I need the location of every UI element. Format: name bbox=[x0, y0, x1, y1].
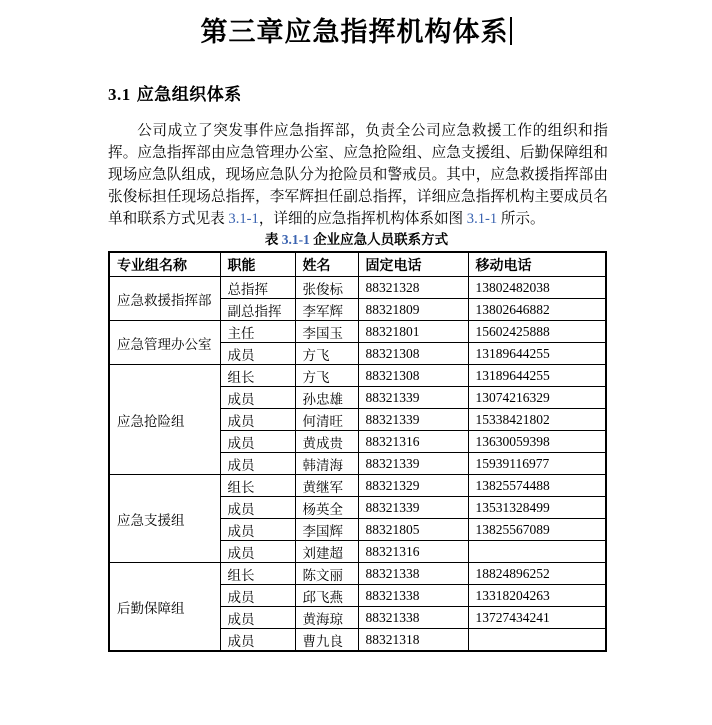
role-cell: 主任 bbox=[220, 321, 295, 343]
role-cell: 成员 bbox=[220, 519, 295, 541]
fixed-phone-cell: 88321338 bbox=[358, 607, 468, 629]
role-cell: 成员 bbox=[220, 343, 295, 365]
mobile-phone-cell bbox=[468, 629, 606, 652]
role-cell: 成员 bbox=[220, 497, 295, 519]
fixed-phone-cell: 88321339 bbox=[358, 497, 468, 519]
caption-cross-reference[interactable]: 3.1-1 bbox=[281, 232, 310, 247]
name-cell: 黄继军 bbox=[295, 475, 358, 497]
mobile-phone-cell: 13802482038 bbox=[468, 277, 606, 299]
mobile-phone-cell: 18824896252 bbox=[468, 563, 606, 585]
mobile-phone-cell: 13630059398 bbox=[468, 431, 606, 453]
column-header: 固定电话 bbox=[358, 252, 468, 277]
fixed-phone-cell: 88321805 bbox=[358, 519, 468, 541]
name-cell: 张俊标 bbox=[295, 277, 358, 299]
table-row bbox=[109, 475, 606, 497]
chapter-title-text: 第三章应急指挥机构体系 bbox=[200, 17, 509, 47]
role-cell: 组长 bbox=[220, 563, 295, 585]
table-row bbox=[109, 563, 606, 585]
mobile-phone-cell bbox=[468, 541, 606, 563]
role-cell: 成员 bbox=[220, 453, 295, 475]
mobile-phone-cell: 13727434241 bbox=[468, 607, 606, 629]
name-cell: 何清旺 bbox=[295, 409, 358, 431]
name-cell: 李国玉 bbox=[295, 321, 358, 343]
group-name-cell: 应急管理办公室 bbox=[109, 321, 220, 365]
mobile-phone-cell: 13825574488 bbox=[468, 475, 606, 497]
role-cell: 组长 bbox=[220, 365, 295, 387]
role-cell: 成员 bbox=[220, 431, 295, 453]
fixed-phone-cell: 88321328 bbox=[358, 277, 468, 299]
mobile-phone-cell: 13074216329 bbox=[468, 387, 606, 409]
name-cell: 李国辉 bbox=[295, 519, 358, 541]
fixed-phone-cell: 88321338 bbox=[358, 563, 468, 585]
table-row bbox=[109, 277, 606, 299]
name-cell: 刘建超 bbox=[295, 541, 358, 563]
fixed-phone-cell: 88321809 bbox=[358, 299, 468, 321]
group-name-cell: 应急抢险组 bbox=[109, 365, 220, 475]
fixed-phone-cell: 88321318 bbox=[358, 629, 468, 652]
group-name-cell: 应急支援组 bbox=[109, 475, 220, 563]
mobile-phone-cell: 13531328499 bbox=[468, 497, 606, 519]
section-title: 应急组织体系 bbox=[136, 85, 242, 104]
section-heading bbox=[108, 83, 242, 107]
table-caption bbox=[108, 231, 605, 249]
mobile-phone-cell: 13802646882 bbox=[468, 299, 606, 321]
role-cell: 组长 bbox=[220, 475, 295, 497]
role-cell: 副总指挥 bbox=[220, 299, 295, 321]
mobile-phone-cell: 13825567089 bbox=[468, 519, 606, 541]
column-header: 专业组名称 bbox=[109, 252, 220, 277]
mobile-phone-cell: 15602425888 bbox=[468, 321, 606, 343]
fixed-phone-cell: 88321339 bbox=[358, 453, 468, 475]
fixed-phone-cell: 88321316 bbox=[358, 541, 468, 563]
cross-reference-link[interactable]: 3.1-1 bbox=[466, 211, 498, 227]
role-cell: 成员 bbox=[220, 409, 295, 431]
fixed-phone-cell: 88321338 bbox=[358, 585, 468, 607]
name-cell: 方飞 bbox=[295, 343, 358, 365]
caption-suffix: 企业应急人员联系方式 bbox=[309, 232, 449, 247]
contact-table bbox=[108, 251, 607, 652]
name-cell: 陈文丽 bbox=[295, 563, 358, 585]
fixed-phone-cell: 88321308 bbox=[358, 343, 468, 365]
role-cell: 成员 bbox=[220, 629, 295, 652]
mobile-phone-cell: 15939116977 bbox=[468, 453, 606, 475]
column-header: 职能 bbox=[220, 252, 295, 277]
header-row bbox=[109, 252, 606, 277]
text-cursor bbox=[510, 17, 512, 45]
role-cell: 成员 bbox=[220, 387, 295, 409]
body-paragraph bbox=[108, 120, 608, 230]
name-cell: 黄成贵 bbox=[295, 431, 358, 453]
group-name-cell: 应急救援指挥部 bbox=[109, 277, 220, 321]
caption-prefix: 表 bbox=[264, 232, 282, 247]
role-cell: 成员 bbox=[220, 607, 295, 629]
fixed-phone-cell: 88321339 bbox=[358, 409, 468, 431]
name-cell: 杨英全 bbox=[295, 497, 358, 519]
fixed-phone-cell: 88321801 bbox=[358, 321, 468, 343]
mobile-phone-cell: 13189644255 bbox=[468, 365, 606, 387]
fixed-phone-cell: 88321329 bbox=[358, 475, 468, 497]
group-name-cell: 后勤保障组 bbox=[109, 563, 220, 652]
table-row bbox=[109, 321, 606, 343]
column-header: 移动电话 bbox=[468, 252, 606, 277]
role-cell: 总指挥 bbox=[220, 277, 295, 299]
paragraph-text: 所示。 bbox=[497, 211, 545, 227]
paragraph-text: ，详细的应急指挥机构体系如图 bbox=[258, 211, 467, 227]
name-cell: 黄海琼 bbox=[295, 607, 358, 629]
mobile-phone-cell: 13318204263 bbox=[468, 585, 606, 607]
section-number: 3.1 bbox=[108, 85, 131, 104]
chapter-title bbox=[0, 14, 712, 50]
name-cell: 曹九良 bbox=[295, 629, 358, 652]
name-cell: 李军辉 bbox=[295, 299, 358, 321]
fixed-phone-cell: 88321316 bbox=[358, 431, 468, 453]
mobile-phone-cell: 13189644255 bbox=[468, 343, 606, 365]
cross-reference-link[interactable]: 3.1-1 bbox=[228, 211, 259, 227]
name-cell: 方飞 bbox=[295, 365, 358, 387]
name-cell: 韩清海 bbox=[295, 453, 358, 475]
fixed-phone-cell: 88321308 bbox=[358, 365, 468, 387]
table-row bbox=[109, 365, 606, 387]
paragraph-text: 公司成立了突发事件应急指挥部，负责全公司应急救援工作的组织和指挥。应急指挥部由应急管理办公室、应急抢险组、应急支援组、后勤保障组和现场应急队组成，现场应急队分为抢险员和警戒员。其中，应急救援指挥部由张俊标担任现场总指挥，李军辉担任副总指挥，详细应急指挥机构主要成员名单和联系方式见表 bbox=[108, 123, 608, 227]
name-cell: 邱飞燕 bbox=[295, 585, 358, 607]
name-cell: 孙忠雄 bbox=[295, 387, 358, 409]
fixed-phone-cell: 88321339 bbox=[358, 387, 468, 409]
column-header: 姓名 bbox=[295, 252, 358, 277]
mobile-phone-cell: 15338421802 bbox=[468, 409, 606, 431]
role-cell: 成员 bbox=[220, 541, 295, 563]
role-cell: 成员 bbox=[220, 585, 295, 607]
